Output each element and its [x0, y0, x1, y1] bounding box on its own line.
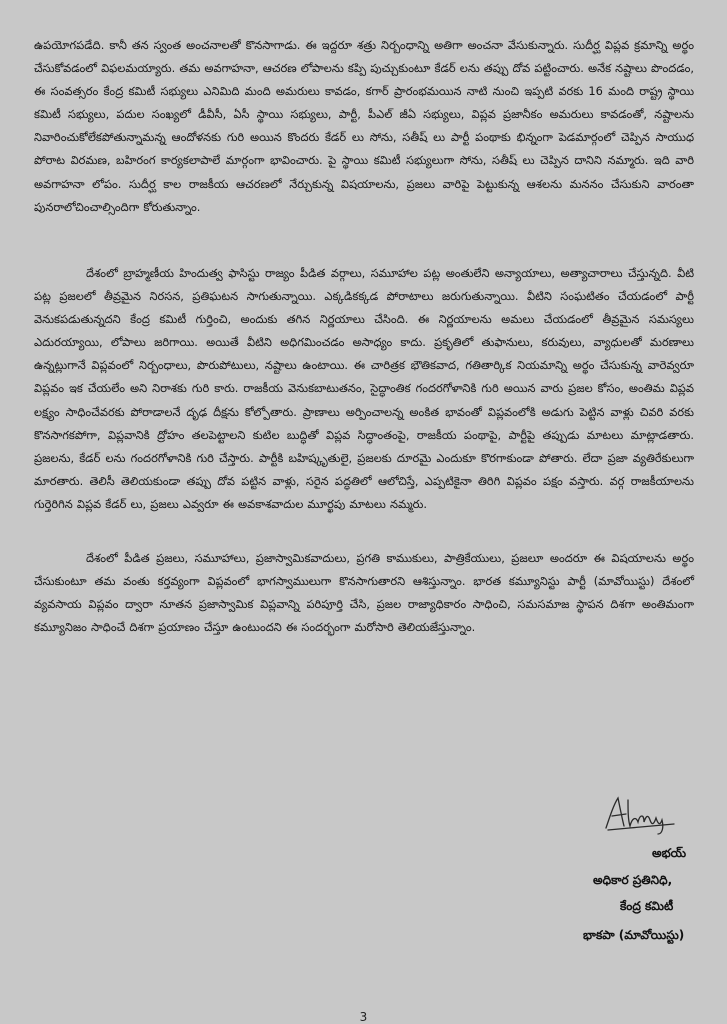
signatory-party: భాకపా (మావోయిస్టు): [583, 928, 685, 942]
handwritten-signature: [600, 790, 680, 836]
paragraph-2: దేశంలో బ్రాహ్మణీయ హిందుత్వ ఫాసిస్టు రాజ్యం పీడిత వర్గాలు, సమూహాల పట్ల అంతులేని అన్యాయాలు, అత్యాచారాలు చేస్తున్నది. వీటి పట్ల ప్రజలలో తీవ్రమైన నిరసన, ప్రతిఘటన సాగుతున్నాయి. ఎక్కడికక్కడ పోరాటాలు జరుగుతున్నాయి. వీటిని సంఘటితం చేయడంలో పార్టీ వెనుకపడుతున్నదని కేంద్ర కమిటీ గుర్తించి, అందుకు తగిన నిర్ణయాలు చేసింది. ఈ నిర్ణయాలను అమలు చేయడంలో తీవ్రమైన సమస్యలు ఎదురయ్యాయి, లోపాలు జరిగాయి. అయితే వీటిని అధిగమించడం అసాధ్యం కాదు. ప్రకృతిలో తుఫానులు, కరువులు, వ్యాధులతో మరణాలు ఉన్నట్లుగానే విప్లవంలో నిర్బంధాలు, పొరుపోటులు, నష్టాలు ఉంటాయి. ఈ చారిత్రక భౌతికవాద, గతితార్కిక నియమాన్ని అర్థం చేసుకున్న వారెవ్వరూ విప్లవం ఇక చేయలేం అని నిరాశకు గురి కారు. రాజకీయ వెనుకబాటుతనం, సైద్ధాంతిక గందరగోళానికి గురి అయిన వారు ప్రజల కోసం, అంతిమ విప్లవ లక్ష్యం సాధించేవరకు పోరాడాలనే దృఢ దీక్షను కోల్పోతారు. ప్రాణాలు అర్పించాలన్న అంకిత భావంతో విప్లవంలోకి అడుగు పెట్టిన వాళ్లు చివరి వరకు కొనసాగకపోగా, విప్లవానికి ద్రోహం తలపెట్టాలని కుటిల బుద్ధితో విప్లవ సిద్ధాంతంపై, రాజకీయ పంథాపై, పార్టీపై తప్పుడు మాటలు మాట్లాడతారు. ప్రజలను, కేడర్ లను గందరగోళానికి గురి చేస్తారు. పార్టీకి బహిష్కృతులై, ప్రజలకు దూరమై ఎందుకూ కొరగాకుండా పోతారు. లేదా ప్రజా వ్యతిరేకులుగా మారతారు. తెలిసీ తెలియకుండా తప్పు దోవ పట్టిన వాళ్లు, సరైన పద్ధతిలో ఆలోచిస్తే, ఎప్పటికైనా తిరిగి విప్లవం పక్షం వస్తారు. వర్గ రాజకీయాలను గుర్తెరిగిన విప్లవ కేడర్ లు, ప్రజలు ఎవ్వరూ ఈ అవకాశవాదుల మూర్ఖపు మాటలు నమ్మరు.: [34, 266, 694, 511]
page-number: 3: [359, 1010, 368, 1024]
signatory-role: అధికార ప్రతినిధి,: [593, 873, 673, 887]
paragraph-3: దేశంలో పీడిత ప్రజలు, సమూహాలు, ప్రజాస్వామికవాదులు, ప్రగతి కాముకులు, పాత్రికేయులు, ప్రజలూ అందరూ ఈ విషయాలను అర్థం చేసుకుంటూ తమ వంతు కర్తవ్యంగా విప్లవంలో భాగస్వాములుగా కొనసాగుతారని ఆశిస్తున్నాం. భారత కమ్యూనిస్టు పార్టీ (మావోయిస్టు) దేశంలో వ్యవసాయ విప్లవం ద్వారా నూతన ప్రజాస్వామిక విప్లవాన్ని పరిపూర్తి చేసి, ప్రజల రాజ్యాధికారం సాధించి, సమసమాజ స్థాపన దిశగా అంతిమంగా కమ్యూనిజం సాధించే దిశగా ప్రయాణం చేస్తూ ఉంటుందని ఈ సందర్భంగా మరోసారి తెలియజేస్తున్నాం.: [34, 551, 694, 635]
paragraph-1: ఉపయోగపడేది. కానీ తన స్వంత అంచనాలతో కొనసాగాడు. ఈ ఇద్దరూ శత్రు నిర్బంధాన్ని అతిగా అంచనా వేసుకున్నారు. సుదీర్ఘ విప్లవ క్రమాన్ని అర్థం చేసుకోవడంలో విఫలమయ్యారు. తమ అవగాహనా, ఆచరణ లోపాలను కప్పి పుచ్చుకుంటూ కేడర్ లను తప్పు దోవ పట్టించారు. అనేక నష్టాలు పొందడం, ఈ సంవత్సరం కేంద్ర కమిటీ సభ్యులు ఎనిమిది మంది అమరులు కావడం, కగార్ ప్రారంభమయిన నాటి నుంచి ఇప్పటి వరకు 16 మంది రాష్ట్ర స్థాయి కమిటీ సభ్యులు, పదుల సంఖ్యలో డీవీసీ, ఏసీ స్థాయి సభ్యులు, పార్టీ, పీఎల్ జీఏ సభ్యులు, విప్లవ ప్రజానీకం అమరులు కావడంతో, నష్టాలను నివారించుకోలేకపోతున్నామన్న ఆందోళనకు గురి అయిన కొందరు కేడర్ లు సోను, సతీష్ లు పార్టీ పంథాకు భిన్నంగా పెడమార్గంలో చెప్పిన సాయుధ పోరాట విరమణ, బహిరంగ కార్యకలాపాలే మార్గంగా భావించారు. పై స్థాయి కమిటీ సభ్యులుగా సోను, సతీష్ లు చెప్పిన దానిని నమ్మారు. ఇది వారి అవగాహనా లోపం. సుదీర్ఘ కాల రాజకీయ ఆచరణలో నేర్చుకున్న విషయాలను, ప్రజలు వారిపై పెట్టుకున్న ఆశలను మననం చేసుకుని వారంతా పునరాలోచించాల్సిందిగా కోరుతున్నాం.: [34, 38, 694, 214]
signatory-committee: కేంద్ర కమిటీ: [620, 899, 674, 913]
signatory-name: అభయ్: [652, 846, 687, 860]
